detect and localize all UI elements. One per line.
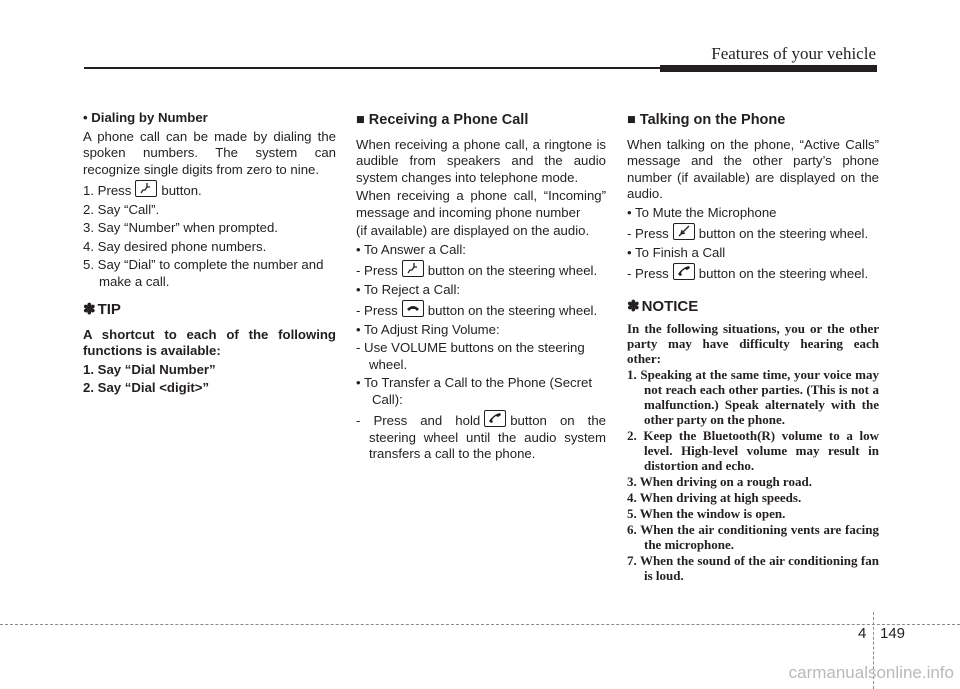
talking-title-text: Talking on the Phone	[639, 112, 786, 128]
header-title: Features of your vehicle	[711, 44, 876, 63]
finish-text	[627, 263, 879, 283]
notice-item: 3. When driving on a rough road.	[627, 474, 812, 489]
call-icon	[484, 410, 506, 427]
receiving-title-text: Receiving a Phone Call	[368, 112, 529, 128]
tip-item-1: 1. Say “Dial Number”	[83, 361, 216, 377]
notice-item: 2. Keep the Bluetooth(R) volume to a low level. High-level volume may result in distortion and echo.	[627, 428, 879, 473]
finish-heading: • To Finish a Call	[627, 244, 726, 260]
step-2: 2. Say “Call”.	[83, 201, 160, 217]
column-dialing	[83, 110, 336, 399]
receiving-para-1: When receiving a phone call, a ringtone is audible from speakers and the audio system changes into telephone mode.	[356, 136, 606, 185]
mute-after: button on the steering wheel.	[698, 226, 869, 241]
hang-up-icon	[402, 300, 424, 317]
watermark: carmanualsonline.info	[788, 663, 954, 682]
footer-rule	[0, 624, 960, 625]
answer-after: button on the steering wheel.	[427, 263, 598, 278]
finish-before: - Press	[627, 266, 669, 281]
notice-title	[627, 299, 879, 316]
section-mark-icon: ■	[627, 112, 636, 128]
chapter-number: 4	[858, 625, 867, 642]
reject-heading: • To Reject a Call:	[356, 281, 461, 297]
tip-text: A shortcut to each of the following functions is available:	[83, 326, 336, 358]
notice-item: 6. When the air conditioning vents are facing the microphone.	[627, 522, 879, 552]
talking-para-1: When talking on the phone, “Active Calls” message and the other party’s phone number (if available) are displayed on the audio.	[627, 136, 879, 201]
step-1-before: 1. Press	[83, 183, 132, 198]
notice-item: 5. When the window is open.	[627, 506, 786, 521]
step-5: 5. Say “Dial” to complete the number and make a call.	[83, 257, 324, 289]
reject-before: - Press	[356, 303, 398, 318]
dialing-text: A phone call can be made by dialing the spoken numbers. The system can recognize single digits from zero to nine.	[83, 128, 336, 177]
reject-text	[356, 300, 606, 320]
voice-talk-icon	[402, 260, 424, 277]
tip-title	[83, 302, 336, 319]
notice-label: NOTICE	[641, 297, 699, 315]
receiving-para-2: When receiving a phone call, “Incoming” message and incoming phone number	[356, 188, 606, 220]
answer-before: - Press	[356, 263, 398, 278]
notice-intro: In the following situations, you or the other party may have difficulty hearing each other:	[627, 321, 879, 366]
talking-title	[627, 112, 879, 129]
step-1-after: button.	[161, 183, 202, 198]
call-icon	[673, 263, 695, 280]
header-rule	[84, 67, 660, 69]
step-4: 4. Say desired phone numbers.	[83, 238, 267, 254]
reject-after: button on the steering wheel.	[427, 303, 598, 318]
notice-mark-icon: ✽	[627, 297, 640, 315]
tip-label: TIP	[97, 301, 121, 318]
receiving-title	[356, 112, 606, 129]
tip-mark-icon: ✽	[83, 301, 96, 318]
mute-icon	[673, 223, 695, 240]
answer-heading: • To Answer a Call:	[356, 241, 466, 257]
step-3: 3. Say “Number” when prompted.	[83, 220, 278, 235]
transfer-heading: • To Transfer a Call to the Phone (Secret Call):	[356, 375, 593, 407]
receiving-para-3: (if available) are displayed on the audio.	[356, 223, 590, 238]
notice-item: 7. When the sound of the air conditioning fan is loud.	[627, 553, 879, 583]
notice-item: 1. Speaking at the same time, your voice may not reach each other parties. (This is not a malfunction.) Speak alternately with the other party on the phone.	[627, 367, 879, 427]
mute-before: - Press	[627, 226, 669, 241]
tip-item-2: 2. Say “Dial <digit>”	[83, 380, 210, 395]
answer-text	[356, 260, 606, 280]
transfer-text	[356, 410, 606, 463]
notice-body	[627, 321, 879, 583]
dialing-heading: • Dialing by Number	[83, 110, 208, 125]
step-1	[83, 180, 336, 200]
mute-heading: • To Mute the Microphone	[627, 204, 777, 220]
column-receiving	[356, 110, 606, 465]
header-bar	[660, 65, 877, 72]
finish-after: button on the steering wheel.	[698, 266, 869, 281]
section-mark-icon: ■	[356, 112, 365, 128]
volume-heading: • To Adjust Ring Volume:	[356, 321, 500, 337]
page-number: 149	[880, 625, 906, 642]
transfer-before: - Press and hold	[356, 413, 481, 428]
mute-text	[627, 223, 879, 243]
notice-item: 4. When driving at high speeds.	[627, 490, 802, 505]
voice-talk-icon	[135, 180, 157, 197]
transfer-after: button on the steering wheel until the audio system transfers a call to the phone.	[369, 413, 606, 461]
volume-text: - Use VOLUME buttons on the steering wheel.	[356, 340, 585, 372]
column-talking	[627, 110, 879, 584]
